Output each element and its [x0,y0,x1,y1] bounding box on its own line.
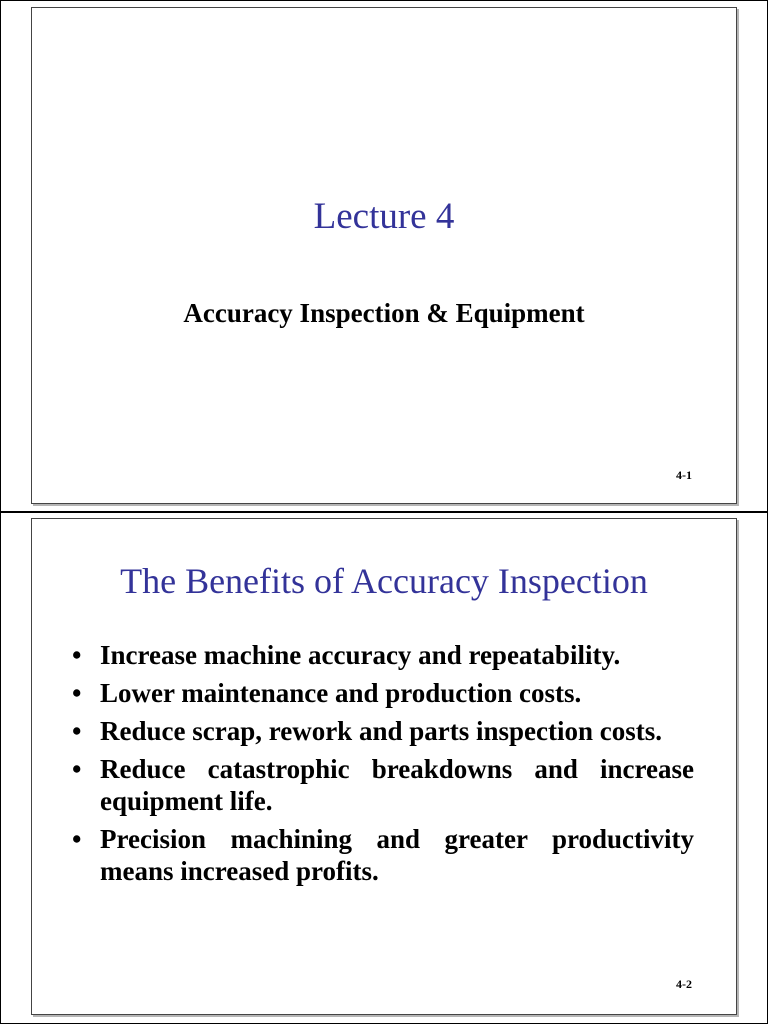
bullet-list [70,639,694,893]
bullet-icon: • [72,640,82,670]
page-number: 4-1 [676,468,692,482]
list-item [70,753,694,817]
page-number: 4-2 [676,977,692,991]
list-item [70,639,694,671]
bullet-text: Increase machine accuracy and repeatability. [100,640,621,670]
bullet-text: Reduce scrap, rework and parts inspection costs. [100,716,662,746]
list-item [70,715,694,747]
bullet-icon: • [72,824,82,854]
bullet-icon: • [72,716,82,746]
slide-title: Lecture 4 [313,196,455,237]
bullet-icon: • [72,678,82,708]
list-item [70,823,694,887]
list-item [70,677,694,709]
bullet-text: Precision machining and greater productivity means increased profits. [100,824,694,886]
bullet-text: Reduce catastrophic breakdowns and increase equipment life. [100,754,694,816]
slide-2 [31,518,737,1015]
slide-title: The Benefits of Accuracy Inspection [120,561,648,601]
slide-1 [31,7,737,504]
bullet-text: Lower maintenance and production costs. [100,678,582,708]
bullet-icon: • [72,754,82,784]
slide-subtitle: Accuracy Inspection & Equipment [183,298,585,328]
